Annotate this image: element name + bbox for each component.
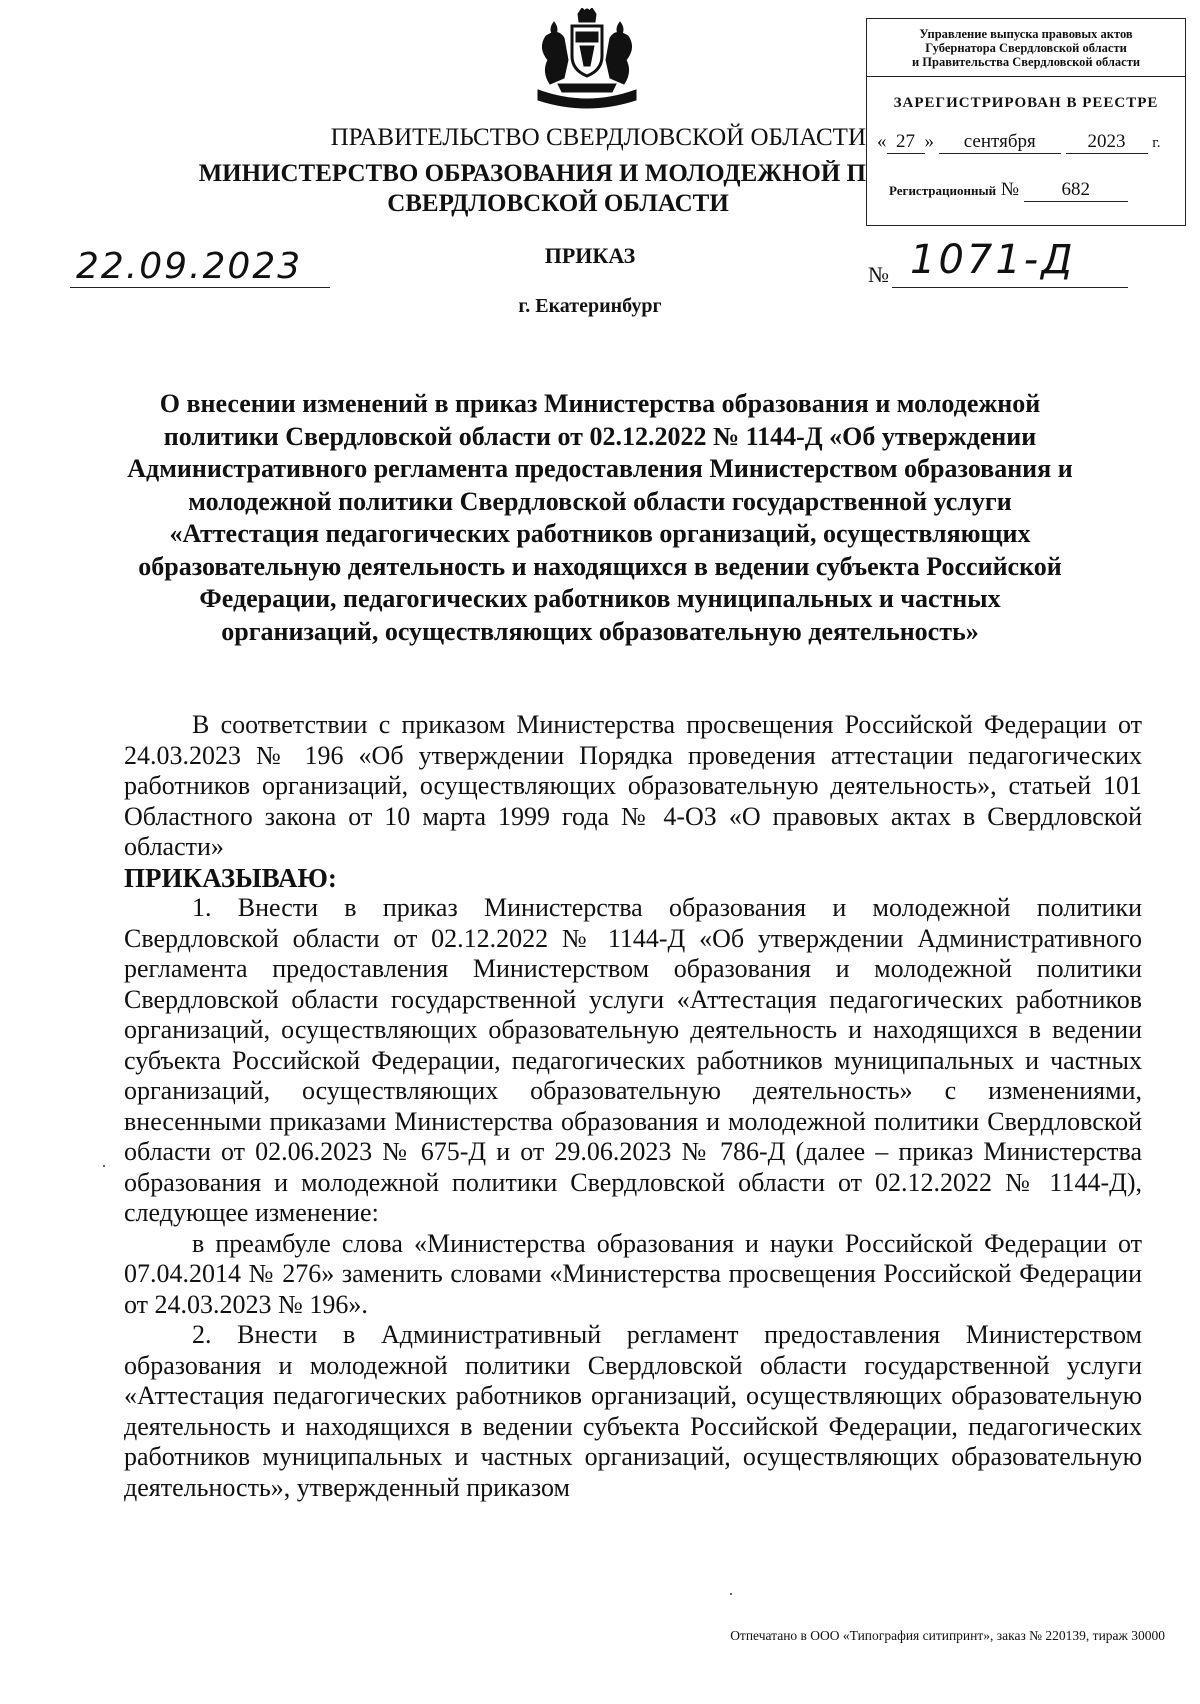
stamp-registered-label: ЗАРЕГИСТРИРОВАН В РЕЕСТРЕ — [893, 95, 1159, 111]
order-number-sign: № — [868, 262, 889, 287]
number-underline — [892, 287, 1128, 288]
stamp-month: сентября — [939, 131, 1061, 154]
stamp-reg-label: Регистрационный — [889, 183, 997, 198]
command-heading: ПРИКАЗЫВАЮ: — [124, 862, 337, 893]
scan-speck — [103, 1165, 105, 1167]
stamp-header — [867, 19, 1185, 77]
item-1-paragraph: 1. Внести в приказ Министерства образования и молодежной политики Свердловской области от 02.12.2022 № 1144-Д «Об утверждении Административного регламента предоставления Министерством образования и молодежной политики Свердловской области государственной услуги «Аттестация педагогических работников организаций, осуществляющих образовательную деятельность и находящихся в ведении субъекта Российской Федерации, педагогических работников муниципальных и частных организаций, осуществляющих образовательную деятельность» с изменениями, внесенными приказами Министерства образования и молодежной политики Свердловской области от 02.06.2023 № 675-Д и от 29.06.2023 № 786-Д (далее – приказ Министерства образования и молодежной политики Свердловской области от 02.12.2022 № 1144-Д), следующее изменение: — [124, 893, 1142, 1227]
preamble-paragraph: В соответствии с приказом Министерства просвещения Российской Федерации от 24.03.2023 № 196 «Об утверждении Порядка проведения аттестации педагогических работников организаций, осуществляющих образовательную деятельность», статьей 101 Областного закона от 10 марта 1999 года № 4-ОЗ «О правовых актах в Свердловской области» — [124, 710, 1142, 861]
print-note: Отпечатано в ООО «Типография ситипринт», заказ № 220139, тираж 30000 — [730, 1628, 1165, 1643]
order-city: г. Екатеринбург — [518, 295, 662, 317]
coat-of-arms-icon — [528, 8, 646, 114]
ministry-title-line-1: МИНИСТЕРСТВО ОБРАЗОВАНИЯ И МОЛОДЕЖНОЙ П — [198, 160, 866, 187]
order-subject: О внесении изменений в приказ Министерства образования и молодежной политики Свердловской области от 02.12.2022 № 1144-Д «Об утверждении Административного регламента предоставления Министерством образования и молодежной политики Свердловской области государственной услуги «Аттестация педагогических работников организаций, осуществляющих образовательную деятельность и находящихся в ведении субъекта Российской Федерации, педагогических работников муниципальных и частных организаций, осуществляющих образовательную деятельность» — [127, 389, 1073, 646]
stamp-registration-date — [877, 131, 1182, 154]
handwritten-date: 22.09.2023 — [76, 246, 303, 287]
stamp-year-suffix: г. — [1152, 135, 1161, 151]
order-body — [124, 710, 1142, 1503]
stamp-line-3: и Правительства Свердловской области — [911, 54, 1141, 69]
stamp-day: 27 — [887, 131, 925, 154]
date-underline — [70, 287, 330, 288]
stamp-reg-number-value: 682 — [1024, 179, 1128, 202]
ministry-title-line-2: СВЕРДЛОВСКОЙ ОБЛАСТИ — [387, 190, 729, 217]
order-title: ПРИКАЗ — [544, 243, 636, 268]
stamp-registration-number — [889, 179, 1128, 202]
scan-speck — [730, 1593, 732, 1595]
stamp-open-quote: « — [877, 131, 887, 152]
stamp-line-1: Управление выпуска правовых актов — [919, 26, 1133, 41]
stamp-no-sign: № — [1000, 179, 1019, 200]
government-title: ПРАВИТЕЛЬСТВО СВЕРДЛОВСКОЙ ОБЛАСТИ — [330, 124, 866, 151]
handwritten-order-number: 1071-Д — [910, 237, 1076, 283]
item-2-paragraph: 2. Внести в Административный регламент предоставления Министерством образования и молодежной политики Свердловской области государственной услуги «Аттестация педагогических работников организаций, осуществляющих образовательную деятельность и находящихся в ведении субъекта Российской Федерации, педагогических работников муниципальных и частных организаций, осуществляющих образовательную деятельность», утвержденный приказом — [124, 1320, 1142, 1502]
stamp-close-quote: » — [924, 131, 934, 152]
item-1-change-paragraph: в преамбуле слова «Министерства образования и науки Российской Федерации от 07.04.2014 № 276» заменить словами «Министерства просвещения Российской Федерации от 24.03.2023 № 196». — [124, 1228, 1142, 1319]
stamp-line-2: Губернатора Свердловской области — [925, 40, 1127, 55]
stamp-year: 2023 — [1066, 131, 1148, 154]
